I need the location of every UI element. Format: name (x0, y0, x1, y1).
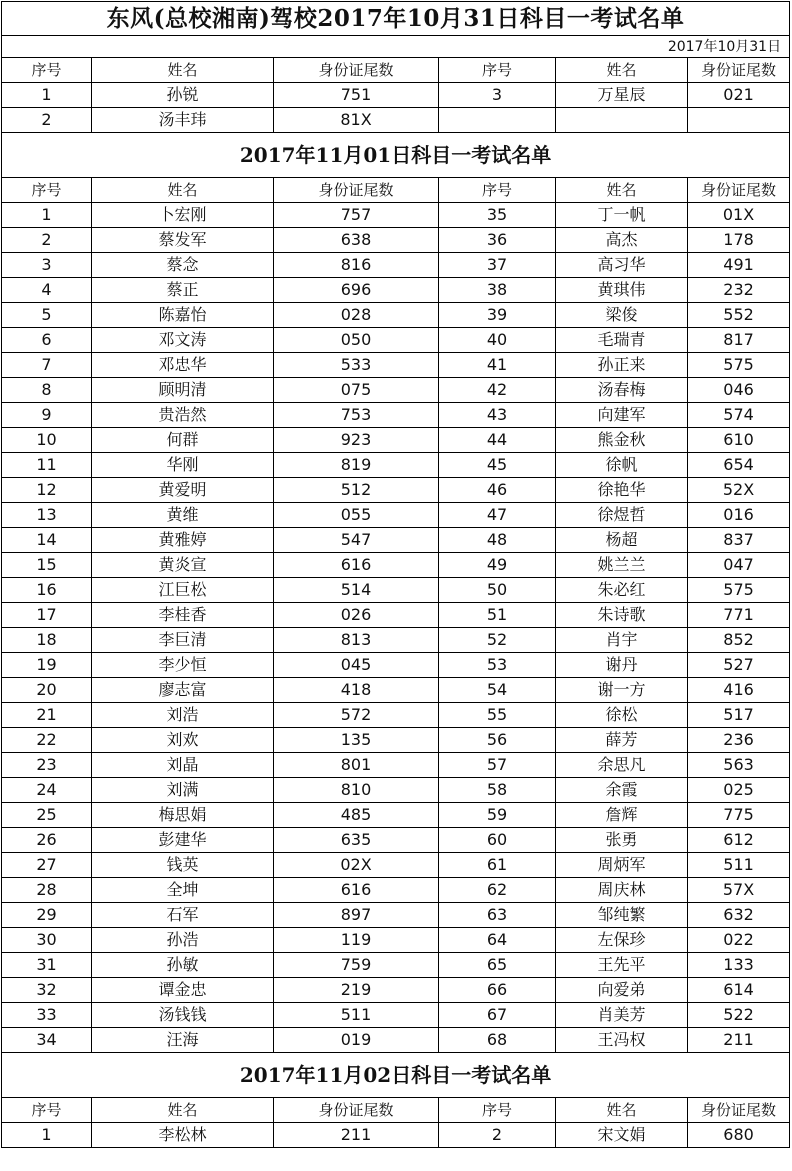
table-row (2, 978, 790, 1003)
name-cell: 何群 (92, 428, 274, 453)
seq-cell: 9 (2, 403, 92, 428)
seq-cell: 66 (439, 978, 556, 1003)
id-suffix-cell (688, 108, 790, 133)
id-suffix-cell: 119 (274, 928, 439, 953)
seq-cell: 50 (439, 578, 556, 603)
table-row (2, 803, 790, 828)
id-suffix-cell: 696 (274, 278, 439, 303)
seq-cell: 48 (439, 528, 556, 553)
name-cell: 蔡正 (92, 278, 274, 303)
id-suffix-cell: 021 (688, 83, 790, 108)
seq-cell: 4 (2, 278, 92, 303)
seq-cell: 1 (2, 1123, 92, 1148)
id-suffix-cell: 026 (274, 603, 439, 628)
seq-cell: 32 (2, 978, 92, 1003)
name-cell: 张勇 (556, 828, 688, 853)
name-cell: 邹纯繁 (556, 903, 688, 928)
name-cell: 万星辰 (556, 83, 688, 108)
name-cell: 王先平 (556, 953, 688, 978)
name-cell: 谭金忠 (92, 978, 274, 1003)
name-cell: 向建军 (556, 403, 688, 428)
name-cell: 朱诗歌 (556, 603, 688, 628)
name-cell: 江巨松 (92, 578, 274, 603)
name-cell: 向爱弟 (556, 978, 688, 1003)
id-suffix-cell: 02X (274, 853, 439, 878)
seq-cell: 30 (2, 928, 92, 953)
name-cell: 肖美芳 (556, 1003, 688, 1028)
column-header: 序号 (439, 178, 556, 203)
name-cell: 汤春梅 (556, 378, 688, 403)
seq-cell: 68 (439, 1028, 556, 1053)
table-row (2, 83, 790, 108)
id-suffix-cell: 527 (688, 653, 790, 678)
id-suffix-cell: 801 (274, 753, 439, 778)
name-cell: 熊金秋 (556, 428, 688, 453)
name-cell: 孙敏 (92, 953, 274, 978)
seq-cell: 60 (439, 828, 556, 853)
seq-cell: 64 (439, 928, 556, 953)
id-suffix-cell: 574 (688, 403, 790, 428)
seq-cell: 28 (2, 878, 92, 903)
name-cell: 谢一方 (556, 678, 688, 703)
id-suffix-cell: 816 (274, 253, 439, 278)
table-row (2, 228, 790, 253)
id-suffix-cell: 025 (688, 778, 790, 803)
name-cell: 彭建华 (92, 828, 274, 853)
seq-cell: 25 (2, 803, 92, 828)
seq-cell: 8 (2, 378, 92, 403)
id-suffix-cell: 075 (274, 378, 439, 403)
seq-cell: 67 (439, 1003, 556, 1028)
table-row (2, 1003, 790, 1028)
column-header: 姓名 (556, 1098, 688, 1123)
table-row (2, 1028, 790, 1053)
seq-cell: 22 (2, 728, 92, 753)
table-row (2, 953, 790, 978)
name-cell: 杨超 (556, 528, 688, 553)
name-cell (556, 108, 688, 133)
name-cell: 詹辉 (556, 803, 688, 828)
table-row (2, 503, 790, 528)
table-row (2, 108, 790, 133)
name-cell: 梅思娟 (92, 803, 274, 828)
seq-cell: 10 (2, 428, 92, 453)
id-suffix-cell: 52X (688, 478, 790, 503)
table-row (2, 753, 790, 778)
seq-cell: 2 (439, 1123, 556, 1148)
id-suffix-cell: 751 (274, 83, 439, 108)
name-cell: 余霞 (556, 778, 688, 803)
id-suffix-cell: 923 (274, 428, 439, 453)
name-cell: 孙锐 (92, 83, 274, 108)
name-cell: 肖宇 (556, 628, 688, 653)
id-suffix-cell: 050 (274, 328, 439, 353)
id-suffix-cell: 638 (274, 228, 439, 253)
id-suffix-cell: 753 (274, 403, 439, 428)
id-suffix-cell: 81X (274, 108, 439, 133)
section-title-row (2, 1053, 790, 1098)
seq-cell: 41 (439, 353, 556, 378)
seq-cell: 43 (439, 403, 556, 428)
table-row (2, 403, 790, 428)
id-suffix-cell: 055 (274, 503, 439, 528)
name-cell: 刘晶 (92, 753, 274, 778)
name-cell: 黄爱明 (92, 478, 274, 503)
table-row (2, 353, 790, 378)
name-cell: 石军 (92, 903, 274, 928)
name-cell: 徐松 (556, 703, 688, 728)
name-cell: 陈嘉怡 (92, 303, 274, 328)
date-note: 2017年10月31日 (2, 36, 790, 58)
seq-cell: 2 (2, 228, 92, 253)
column-header: 身份证尾数 (688, 58, 790, 83)
seq-cell (439, 108, 556, 133)
name-cell: 朱必红 (556, 578, 688, 603)
name-cell: 孙正来 (556, 353, 688, 378)
id-suffix-cell: 632 (688, 903, 790, 928)
table-row (2, 303, 790, 328)
name-cell: 华刚 (92, 453, 274, 478)
seq-cell: 27 (2, 853, 92, 878)
seq-cell: 14 (2, 528, 92, 553)
table-row (2, 203, 790, 228)
id-suffix-cell: 418 (274, 678, 439, 703)
id-suffix-cell: 572 (274, 703, 439, 728)
name-cell: 李桂香 (92, 603, 274, 628)
id-suffix-cell: 680 (688, 1123, 790, 1148)
column-header: 姓名 (92, 178, 274, 203)
id-suffix-cell: 517 (688, 703, 790, 728)
id-suffix-cell: 511 (688, 853, 790, 878)
id-suffix-cell: 552 (688, 303, 790, 328)
name-cell: 顾明清 (92, 378, 274, 403)
name-cell: 钱英 (92, 853, 274, 878)
id-suffix-cell: 852 (688, 628, 790, 653)
id-suffix-cell: 019 (274, 1028, 439, 1053)
section-title-row (2, 133, 790, 178)
id-suffix-cell: 612 (688, 828, 790, 853)
id-suffix-cell: 813 (274, 628, 439, 653)
name-cell: 李巨清 (92, 628, 274, 653)
name-cell: 汪海 (92, 1028, 274, 1053)
seq-cell: 44 (439, 428, 556, 453)
id-suffix-cell: 759 (274, 953, 439, 978)
date-row (2, 36, 790, 58)
id-suffix-cell: 775 (688, 803, 790, 828)
column-header: 身份证尾数 (688, 1098, 790, 1123)
table-row (2, 428, 790, 453)
name-cell: 黄维 (92, 503, 274, 528)
column-header: 姓名 (556, 178, 688, 203)
column-header: 姓名 (92, 58, 274, 83)
name-cell: 汤钱钱 (92, 1003, 274, 1028)
table-row (2, 628, 790, 653)
seq-cell: 19 (2, 653, 92, 678)
table-row (2, 603, 790, 628)
table-row (2, 528, 790, 553)
id-suffix-cell: 610 (688, 428, 790, 453)
name-cell: 余思凡 (556, 753, 688, 778)
column-header: 身份证尾数 (274, 1098, 439, 1123)
id-suffix-cell: 416 (688, 678, 790, 703)
name-cell: 徐艳华 (556, 478, 688, 503)
name-cell: 李松林 (92, 1123, 274, 1148)
seq-cell: 29 (2, 903, 92, 928)
id-suffix-cell: 514 (274, 578, 439, 603)
name-cell: 毛瑞青 (556, 328, 688, 353)
id-suffix-cell: 575 (688, 578, 790, 603)
seq-cell: 21 (2, 703, 92, 728)
id-suffix-cell: 616 (274, 553, 439, 578)
seq-cell: 20 (2, 678, 92, 703)
column-header: 序号 (2, 58, 92, 83)
seq-cell: 38 (439, 278, 556, 303)
name-cell: 高杰 (556, 228, 688, 253)
name-cell: 李少恒 (92, 653, 274, 678)
name-cell: 刘浩 (92, 703, 274, 728)
id-suffix-cell: 211 (274, 1123, 439, 1148)
column-header: 序号 (2, 1098, 92, 1123)
column-header: 序号 (2, 178, 92, 203)
id-suffix-cell: 810 (274, 778, 439, 803)
id-suffix-cell: 219 (274, 978, 439, 1003)
id-suffix-cell: 819 (274, 453, 439, 478)
seq-cell: 53 (439, 653, 556, 678)
seq-cell: 45 (439, 453, 556, 478)
name-cell: 宋文娟 (556, 1123, 688, 1148)
seq-cell: 1 (2, 83, 92, 108)
id-suffix-cell: 232 (688, 278, 790, 303)
column-header: 姓名 (92, 1098, 274, 1123)
id-suffix-cell: 533 (274, 353, 439, 378)
name-cell: 邓忠华 (92, 353, 274, 378)
name-cell: 汤丰玮 (92, 108, 274, 133)
id-suffix-cell: 016 (688, 503, 790, 528)
id-suffix-cell: 211 (688, 1028, 790, 1053)
id-suffix-cell: 897 (274, 903, 439, 928)
id-suffix-cell: 133 (688, 953, 790, 978)
id-suffix-cell: 01X (688, 203, 790, 228)
name-cell: 周庆林 (556, 878, 688, 903)
name-cell: 蔡念 (92, 253, 274, 278)
table-row (2, 828, 790, 853)
name-cell: 刘满 (92, 778, 274, 803)
id-suffix-cell: 046 (688, 378, 790, 403)
id-suffix-cell: 57X (688, 878, 790, 903)
id-suffix-cell: 654 (688, 453, 790, 478)
seq-cell: 59 (439, 803, 556, 828)
table-row (2, 553, 790, 578)
seq-cell: 57 (439, 753, 556, 778)
seq-cell: 37 (439, 253, 556, 278)
id-suffix-cell: 512 (274, 478, 439, 503)
sheet-body (2, 2, 790, 1148)
seq-cell: 18 (2, 628, 92, 653)
column-header: 身份证尾数 (274, 178, 439, 203)
seq-cell: 63 (439, 903, 556, 928)
table-row (2, 453, 790, 478)
seq-cell: 13 (2, 503, 92, 528)
seq-cell: 40 (439, 328, 556, 353)
table-row (2, 678, 790, 703)
id-suffix-cell: 575 (688, 353, 790, 378)
seq-cell: 36 (439, 228, 556, 253)
seq-cell: 61 (439, 853, 556, 878)
table-row (2, 878, 790, 903)
id-suffix-cell: 522 (688, 1003, 790, 1028)
name-cell: 高习华 (556, 253, 688, 278)
seq-cell: 33 (2, 1003, 92, 1028)
seq-cell: 39 (439, 303, 556, 328)
id-suffix-cell: 236 (688, 728, 790, 753)
section-title: 2017年11月02日科目一考试名单 (2, 1053, 790, 1098)
id-suffix-cell: 047 (688, 553, 790, 578)
name-cell: 蔡发军 (92, 228, 274, 253)
table-row (2, 903, 790, 928)
id-suffix-cell: 614 (688, 978, 790, 1003)
seq-cell: 24 (2, 778, 92, 803)
id-suffix-cell: 547 (274, 528, 439, 553)
seq-cell: 26 (2, 828, 92, 853)
page-title: 东风(总校湘南)驾校2017年10月31日科目一考试名单 (2, 2, 790, 36)
seq-cell: 11 (2, 453, 92, 478)
seq-cell: 55 (439, 703, 556, 728)
seq-cell: 2 (2, 108, 92, 133)
column-header: 身份证尾数 (688, 178, 790, 203)
table-row (2, 328, 790, 353)
seq-cell: 47 (439, 503, 556, 528)
name-cell: 邓文涛 (92, 328, 274, 353)
name-cell: 谢丹 (556, 653, 688, 678)
name-cell: 贵浩然 (92, 403, 274, 428)
seq-cell: 15 (2, 553, 92, 578)
name-cell: 左保珍 (556, 928, 688, 953)
seq-cell: 58 (439, 778, 556, 803)
name-cell: 黄雅婷 (92, 528, 274, 553)
id-suffix-cell: 022 (688, 928, 790, 953)
table-row (2, 378, 790, 403)
name-cell: 廖志富 (92, 678, 274, 703)
column-header: 序号 (439, 1098, 556, 1123)
name-cell: 薛芳 (556, 728, 688, 753)
name-cell: 梁俊 (556, 303, 688, 328)
section-title: 2017年11月01日科目一考试名单 (2, 133, 790, 178)
table-row (2, 853, 790, 878)
title-row (2, 2, 790, 36)
id-suffix-cell: 485 (274, 803, 439, 828)
seq-cell: 34 (2, 1028, 92, 1053)
seq-cell: 16 (2, 578, 92, 603)
seq-cell: 31 (2, 953, 92, 978)
seq-cell: 5 (2, 303, 92, 328)
header-row (2, 178, 790, 203)
id-suffix-cell: 135 (274, 728, 439, 753)
id-suffix-cell: 837 (688, 528, 790, 553)
seq-cell: 46 (439, 478, 556, 503)
column-header: 姓名 (556, 58, 688, 83)
name-cell: 姚兰兰 (556, 553, 688, 578)
seq-cell: 1 (2, 203, 92, 228)
name-cell: 孙浩 (92, 928, 274, 953)
seq-cell: 42 (439, 378, 556, 403)
column-header: 序号 (439, 58, 556, 83)
id-suffix-cell: 178 (688, 228, 790, 253)
id-suffix-cell: 616 (274, 878, 439, 903)
seq-cell: 56 (439, 728, 556, 753)
name-cell: 王冯权 (556, 1028, 688, 1053)
id-suffix-cell: 028 (274, 303, 439, 328)
seq-cell: 54 (439, 678, 556, 703)
name-cell: 徐帆 (556, 453, 688, 478)
seq-cell: 62 (439, 878, 556, 903)
table-row (2, 928, 790, 953)
header-row (2, 58, 790, 83)
id-suffix-cell: 635 (274, 828, 439, 853)
table-row (2, 278, 790, 303)
seq-cell: 23 (2, 753, 92, 778)
name-cell: 徐煜哲 (556, 503, 688, 528)
table-row (2, 728, 790, 753)
name-cell: 刘欢 (92, 728, 274, 753)
name-cell: 黄琪伟 (556, 278, 688, 303)
seq-cell: 52 (439, 628, 556, 653)
table-row (2, 653, 790, 678)
table-row (2, 578, 790, 603)
seq-cell: 51 (439, 603, 556, 628)
seq-cell: 7 (2, 353, 92, 378)
id-suffix-cell: 563 (688, 753, 790, 778)
id-suffix-cell: 491 (688, 253, 790, 278)
seq-cell: 65 (439, 953, 556, 978)
id-suffix-cell: 757 (274, 203, 439, 228)
name-cell: 丁一帆 (556, 203, 688, 228)
table-row (2, 1123, 790, 1148)
table-row (2, 253, 790, 278)
id-suffix-cell: 771 (688, 603, 790, 628)
seq-cell: 35 (439, 203, 556, 228)
name-cell: 周炳军 (556, 853, 688, 878)
column-header: 身份证尾数 (274, 58, 439, 83)
exam-list-sheet (1, 1, 790, 1148)
id-suffix-cell: 511 (274, 1003, 439, 1028)
seq-cell: 3 (2, 253, 92, 278)
table-row (2, 703, 790, 728)
name-cell: 全坤 (92, 878, 274, 903)
seq-cell: 6 (2, 328, 92, 353)
name-cell: 黄炎宣 (92, 553, 274, 578)
table-row (2, 778, 790, 803)
seq-cell: 17 (2, 603, 92, 628)
seq-cell: 12 (2, 478, 92, 503)
id-suffix-cell: 045 (274, 653, 439, 678)
table-row (2, 478, 790, 503)
seq-cell: 3 (439, 83, 556, 108)
name-cell: 卜宏刚 (92, 203, 274, 228)
id-suffix-cell: 817 (688, 328, 790, 353)
seq-cell: 49 (439, 553, 556, 578)
header-row (2, 1098, 790, 1123)
